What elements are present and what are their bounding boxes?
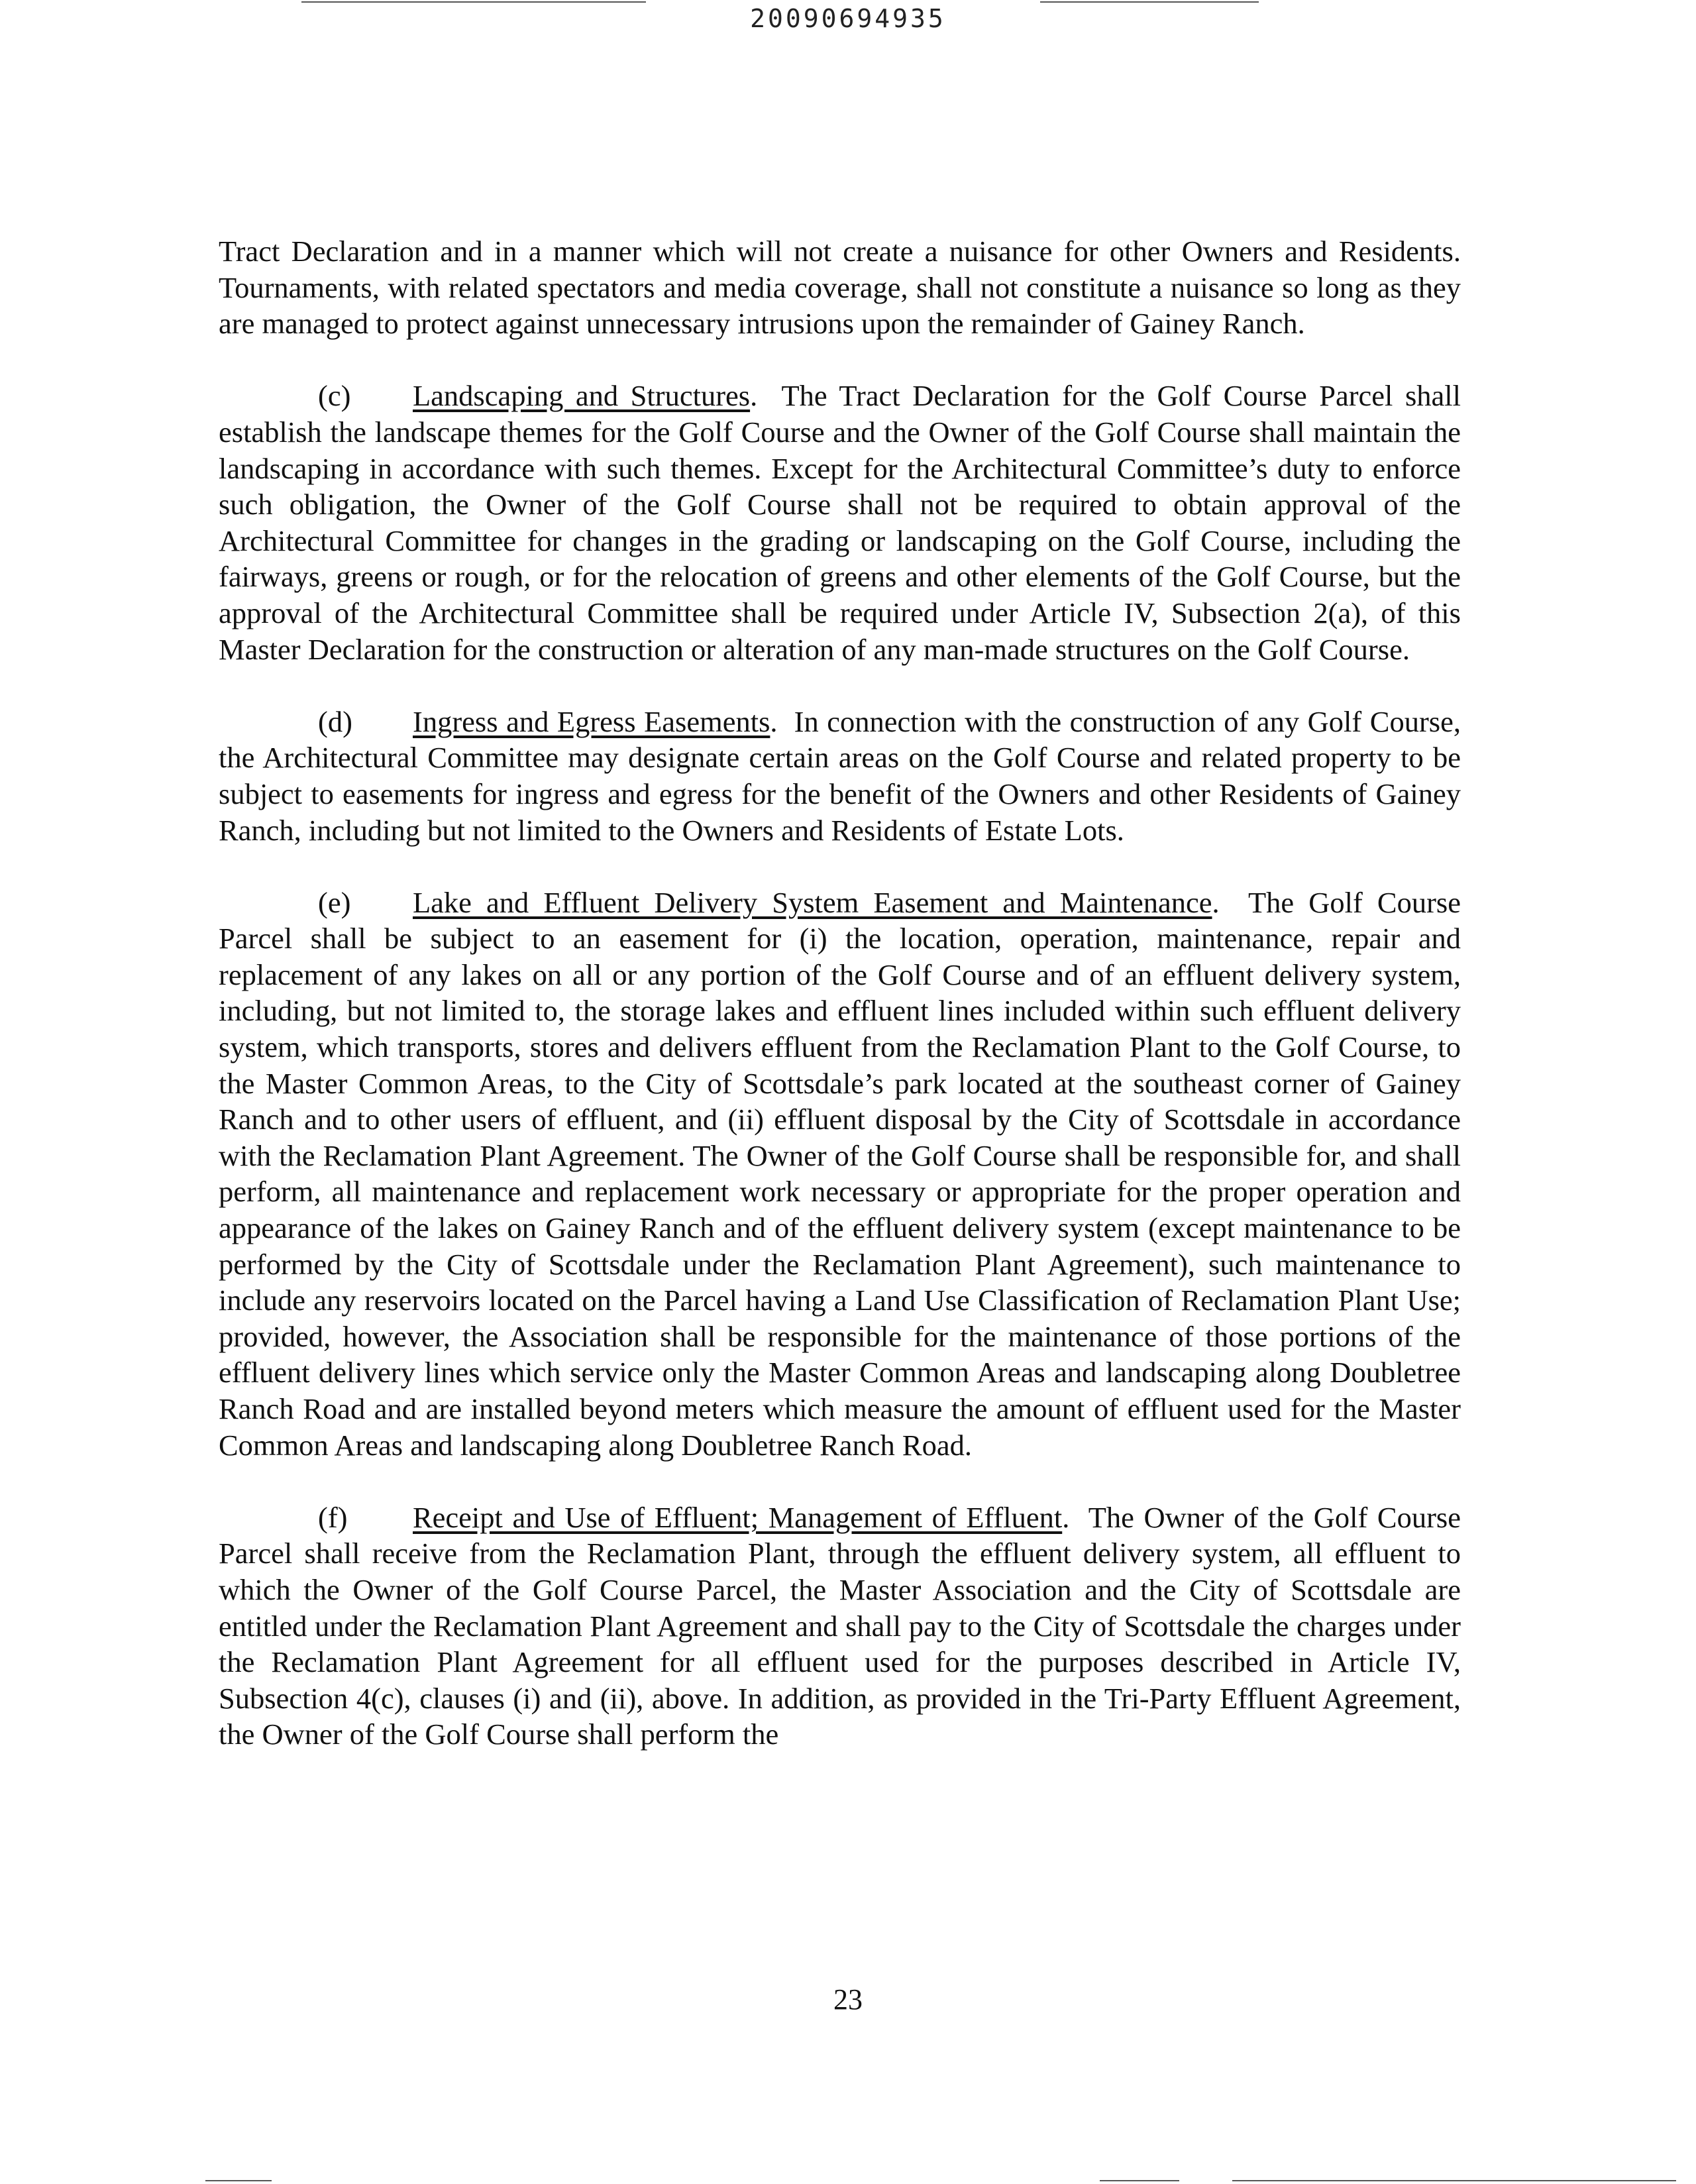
paragraph-d-heading: Ingress and Egress Easements <box>413 704 770 738</box>
paragraph-c-heading: Landscaping and Structures <box>413 379 751 413</box>
bottom-scan-line-middle <box>1100 2180 1179 2181</box>
paragraph-f-heading: Receipt and Use of Effluent; Management of Effluent <box>413 1500 1063 1534</box>
paragraph-d-label: (d) <box>318 704 352 738</box>
paragraph-d: (d) Ingress and Egress Easements. In connection with the construction of any Golf Course, the Architectural Committee may designate certain areas on the Golf Course and related property to be subject to easements for ingress and egress for the benefit of the Owners and other Residents of Gainey Ranch, including but not limited to the Owners and Residents of Estate Lots. <box>219 704 1461 847</box>
paragraph-e-label: (e) <box>318 885 351 919</box>
paragraph-intro: Tract Declaration and in a manner which will not create a nuisance for other Owners and Residents. Tournaments, with related spectators and media coverage, shall not constitute a nuisance so long as they are managed to protect against unnecessary intrusions upon the remainder of Gainey Ranch. <box>219 235 1461 341</box>
document-body <box>219 233 1461 1789</box>
paragraph-c-label: (c) <box>318 379 351 413</box>
paragraph-c-text: The Tract Declaration for the Golf Course Parcel shall establish the landscape themes for the Golf Course and the Owner of the Golf Course shall maintain the landscaping in accordance with such themes. Except for the Architectural Committee’s duty to enforce such obligation, the Owner of the Golf Course shall not be required to obtain approval of the Architectural Committee for changes in the grading or landscaping on the Golf Course, including the fairways, greens or rough, or for the relocation of greens and other elements of the Golf Course, but the approval of the Architectural Committee shall be required under Article IV, Subsection 2(a), of this Master Declaration for the construction or alteration of any man-made structures on the Golf Course. <box>219 379 1461 666</box>
paragraph-c: (c) Landscaping and Structures. The Tract Declaration for the Golf Course Parcel shall establish the landscape themes for the Golf Course and the Owner of the Golf Course shall maintain the landscaping in accordance with such themes. Except for the Architectural Committee’s duty to enforce such obligation, the Owner of the Golf Course shall not be required to obtain approval of the Architectural Committee for changes in the grading or landscaping on the Golf Course, including the fairways, greens or rough, or for the relocation of greens and other elements of the Golf Course, but the approval of the Architectural Committee shall be required under Article IV, Subsection 2(a), of this Master Declaration for the construction or alteration of any man-made structures on the Golf Course. <box>219 379 1461 666</box>
paragraph-d-text: In connection with the construction of any Golf Course, the Architectural Committee may designate certain areas on the Golf Course and related property to be subject to easements for ingress and egress for the benefit of the Owners and other Residents of Gainey Ranch, including but not limited to the Owners and Residents of Estate Lots. <box>219 704 1461 847</box>
top-scan-line-left <box>301 1 646 3</box>
bottom-scan-line-right <box>1232 2180 1676 2181</box>
paragraph-e: (e) Lake and Effluent Delivery System Easement and Maintenance. The Golf Course Parcel shall be subject to an easement for (i) the location, operation, maintenance, repair and replacement of any lakes on all or any portion of the Golf Course and of an effluent delivery system, including, but not limited to, the storage lakes and effluent lines included within such effluent delivery system, which transports, stores and delivers effluent from the Reclamation Plant to the Golf Course, to the Master Common Areas, to the City of Scottsdale’s park located at the southeast corner of Gainey Ranch and to other users of effluent, and (ii) effluent disposal by the City of Scottsdale in accordance with the Reclamation Plant Agreement. The Owner of the Golf Course shall be responsible for, and shall perform, all maintenance and replacement work necessary or appropriate for the proper operation and appearance of the lakes on Gainey Ranch and of the effluent delivery system (except maintenance to be performed by the City of Scottsdale under the Reclamation Plant Agreement), such maintenance to include any reservoirs located on the Parcel having a Land Use Classification of Reclamation Plant Use; provided, however, the Association shall be responsible for the maintenance of those portions of the effluent delivery lines which service only the Master Common Areas and landscaping along Doubletree Ranch Road and are installed beyond meters which measure the amount of effluent used for the Master Common Areas and landscaping along Doubletree Ranch Road. <box>219 885 1461 1462</box>
paragraph-e-heading: Lake and Effluent Delivery System Easement and Maintenance <box>413 885 1212 919</box>
top-scan-line-right <box>1040 1 1259 3</box>
page-number: 23 <box>833 1983 863 2016</box>
paragraph-f-text: The Owner of the Golf Course Parcel shall receive from the Reclamation Plant, through the effluent delivery system, all effluent to which the Owner of the Golf Course Parcel, the Master Association and the City of Scottsdale are entitled under the Reclamation Plant Agreement and shall pay to the City of Scottsdale the charges under the Reclamation Plant Agreement for all effluent used for the purposes described in Article IV, Subsection 4(c), clauses (i) and (ii), above. In addition, as provided in the Tri-Party Effluent Agreement, the Owner of the Golf Course shall perform the <box>219 1500 1461 1751</box>
paragraph-e-text: The Golf Course Parcel shall be subject to an easement for (i) the location, operation, maintenance, repair and replacement of any lakes on all or any portion of the Golf Course and of an effluent delivery system, including, but not limited to, the storage lakes and effluent lines included within such effluent delivery system, which transports, stores and delivers effluent from the Reclamation Plant to the Golf Course, to the Master Common Areas, to the City of Scottsdale’s park located at the southeast corner of Gainey Ranch and to other users of effluent, and (ii) effluent disposal by the City of Scottsdale in accordance with the Reclamation Plant Agreement. The Owner of the Golf Course shall be responsible for, and shall perform, all maintenance and replacement work necessary or appropriate for the proper operation and appearance of the lakes on Gainey Ranch and of the effluent delivery system (except maintenance to be performed by the City of Scottsdale under the Reclamation Plant Agreement), such maintenance to include any reservoirs located on the Parcel having a Land Use Classification of Reclamation Plant Use; provided, however, the Association shall be responsible for the maintenance of those portions of the effluent delivery lines which service only the Master Common Areas and landscaping along Doubletree Ranch Road and are installed beyond meters which measure the amount of effluent used for the Master Common Areas and landscaping along Doubletree Ranch Road. <box>219 885 1461 1462</box>
bottom-scan-line-left <box>205 2180 272 2181</box>
paragraph-f: (f) Receipt and Use of Effluent; Management of Effluent. The Owner of the Golf Course Parcel shall receive from the Reclamation Plant, through the effluent delivery system, all effluent to which the Owner of the Golf Course Parcel, the Master Association and the City of Scottsdale are entitled under the Reclamation Plant Agreement and shall pay to the City of Scottsdale the charges under the Reclamation Plant Agreement for all effluent used for the purposes described in Article IV, Subsection 4(c), clauses (i) and (ii), above. In addition, as provided in the Tri-Party Effluent Agreement, the Owner of the Golf Course shall perform the <box>219 1500 1461 1751</box>
document-number: 20090694935 <box>750 4 946 33</box>
paragraph-f-label: (f) <box>318 1500 348 1534</box>
